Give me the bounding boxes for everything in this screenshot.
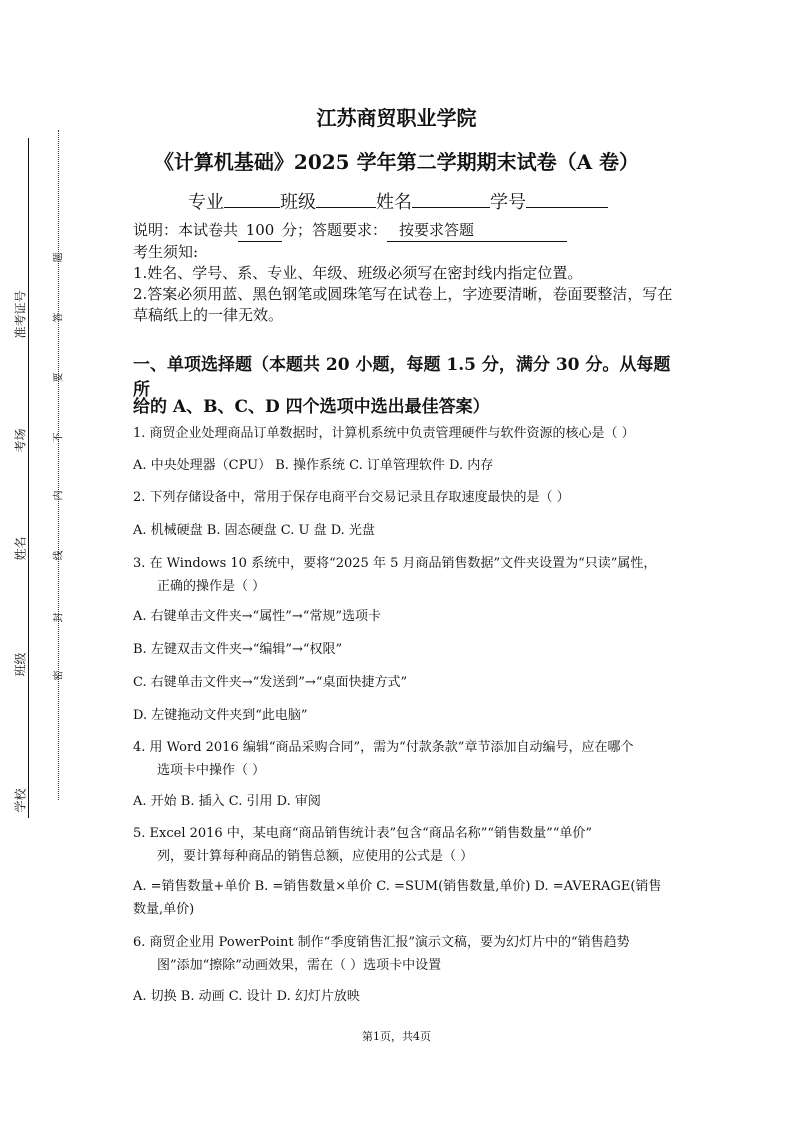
student-fields [188, 188, 608, 214]
question-4-options: A. 开始 B. 插入 C. 引用 D. 审阅 [133, 794, 321, 809]
notice-1: 1.姓名、学号、系、专业、年级、班级必须写在密封线内指定位置。 [133, 264, 583, 282]
field-name-blank[interactable] [412, 189, 490, 208]
school-name: 江苏商贸职业学院 [316, 106, 477, 130]
field-major-blank[interactable] [224, 189, 280, 208]
seal-char: 密 [53, 670, 65, 681]
question-2-options: A. 机械硬盘 B. 固态硬盘 C. U 盘 D. 光盘 [133, 523, 375, 538]
section1-title-line2: 给的 A、B、C、D 四个选项中选出最佳答案） [133, 397, 490, 417]
seal-char: 封 [53, 612, 65, 623]
question-5-line2: 列，要计算每种商品的销售总额，应使用的公式是（ ） [157, 849, 474, 864]
instructions-after-score: 分；答题要求： [282, 221, 388, 239]
seal-char: 题 [53, 252, 65, 263]
question-1: 1. 商贸企业处理商品订单数据时，计算机系统中负责管理硬件与软件资源的核心是（ ） [133, 426, 635, 441]
notice-title: 考生须知: [133, 243, 199, 261]
question-5-options-line1: A. =销售数量+单价 B. =销售数量×单价 C. =SUM(销售数量,单价) D. =AVERAGE(销售 [133, 879, 662, 894]
seal-char: 要 [53, 372, 65, 383]
page-number: 第1页，共4页 [362, 1030, 431, 1043]
instructions-lead: 说明：本试卷共 [133, 221, 239, 239]
section1-title-line1: 一、单项选择题（本题共 20 小题，每题 1.5 分，满分 30 分。从每题所 [133, 355, 671, 400]
seal-char: 答 [53, 312, 65, 323]
field-name-label: 姓名 [376, 192, 412, 213]
instructions-line [133, 220, 673, 242]
seal-char: 线 [53, 550, 65, 561]
binding-label-class: 班级 [13, 652, 28, 677]
binding-label-id: 准考证号 [13, 290, 28, 339]
question-3-option-a: A. 右键单击文件夹→“属性”→“常规”选项卡 [133, 609, 382, 624]
question-3-option-d: D. 左键拖动文件夹到“此电脑” [133, 708, 308, 723]
total-score [238, 220, 282, 242]
question-3-option-b: B. 左键双击文件夹→“编辑”→“权限” [133, 642, 343, 657]
seal-char: 不 [53, 432, 65, 443]
answer-requirement [387, 220, 567, 242]
binding-label-name: 姓名 [13, 536, 28, 561]
question-1-options: A. 中央处理器（CPU） B. 操作系统 C. 订单管理软件 D. 内存 [133, 458, 494, 473]
question-2: 2. 下列存储设备中，常用于保存电商平台交易记录且存取速度最快的是（ ） [133, 490, 570, 505]
field-id-label: 学号 [490, 192, 526, 213]
notice-2: 2.答案必须用蓝、黑色钢笔或圆珠笔写在试卷上，字迹要清晰，卷面要整洁，写在草稿纸上的一律无效。 [133, 285, 673, 324]
binding-line [28, 138, 29, 818]
question-3 [133, 552, 678, 598]
question-6 [133, 931, 678, 977]
total-score-value: 100 [245, 221, 275, 239]
question-4-line1: 4. 用 Word 2016 编辑“商品采购合同”，需为“付款条款”章节添加自动编号，应在哪个 [133, 740, 634, 755]
field-major-label: 专业 [188, 192, 224, 213]
exam-title: 《计算机基础》2025 学年第二学期期末试卷（A 卷） [153, 150, 640, 174]
question-3-line2: 正确的操作是（ ） [157, 579, 266, 594]
field-class-label: 班级 [280, 192, 316, 213]
question-6-options: A. 切换 B. 动画 C. 设计 D. 幻灯片放映 [133, 989, 360, 1004]
field-id-blank[interactable] [526, 189, 608, 208]
binding-label-room: 考场 [13, 428, 28, 453]
question-4-line2: 选项卡中操作（ ） [157, 763, 266, 778]
question-6-line1: 6. 商贸企业用 PowerPoint 制作“季度销售汇报”演示文稿，要为幻灯片中的“销售趋势 [133, 935, 630, 950]
field-class-blank[interactable] [316, 189, 376, 208]
question-5-options-line2: 数量,单价) [133, 902, 195, 917]
question-5 [133, 822, 678, 868]
question-4 [133, 736, 678, 782]
question-3-option-c: C. 右键单击文件夹→“发送到”→“桌面快捷方式” [133, 675, 408, 690]
question-5-line1: 5. Excel 2016 中，某电商“商品销售统计表”包含“商品名称”“销售数量”“单价” [133, 826, 593, 841]
seal-line [58, 130, 59, 800]
seal-char: 内 [53, 490, 65, 501]
question-6-line2: 图”添加“擦除”动画效果，需在（ ）选项卡中设置 [157, 958, 442, 973]
question-5-options [133, 875, 678, 921]
question-3-line1: 3. 在 Windows 10 系统中，要将“2025 年 5 月商品销售数据”文件夹设置为“只读”属性， [133, 556, 657, 571]
answer-requirement-value: 按要求答题 [399, 221, 475, 239]
binding-label-school: 学校 [13, 788, 28, 813]
